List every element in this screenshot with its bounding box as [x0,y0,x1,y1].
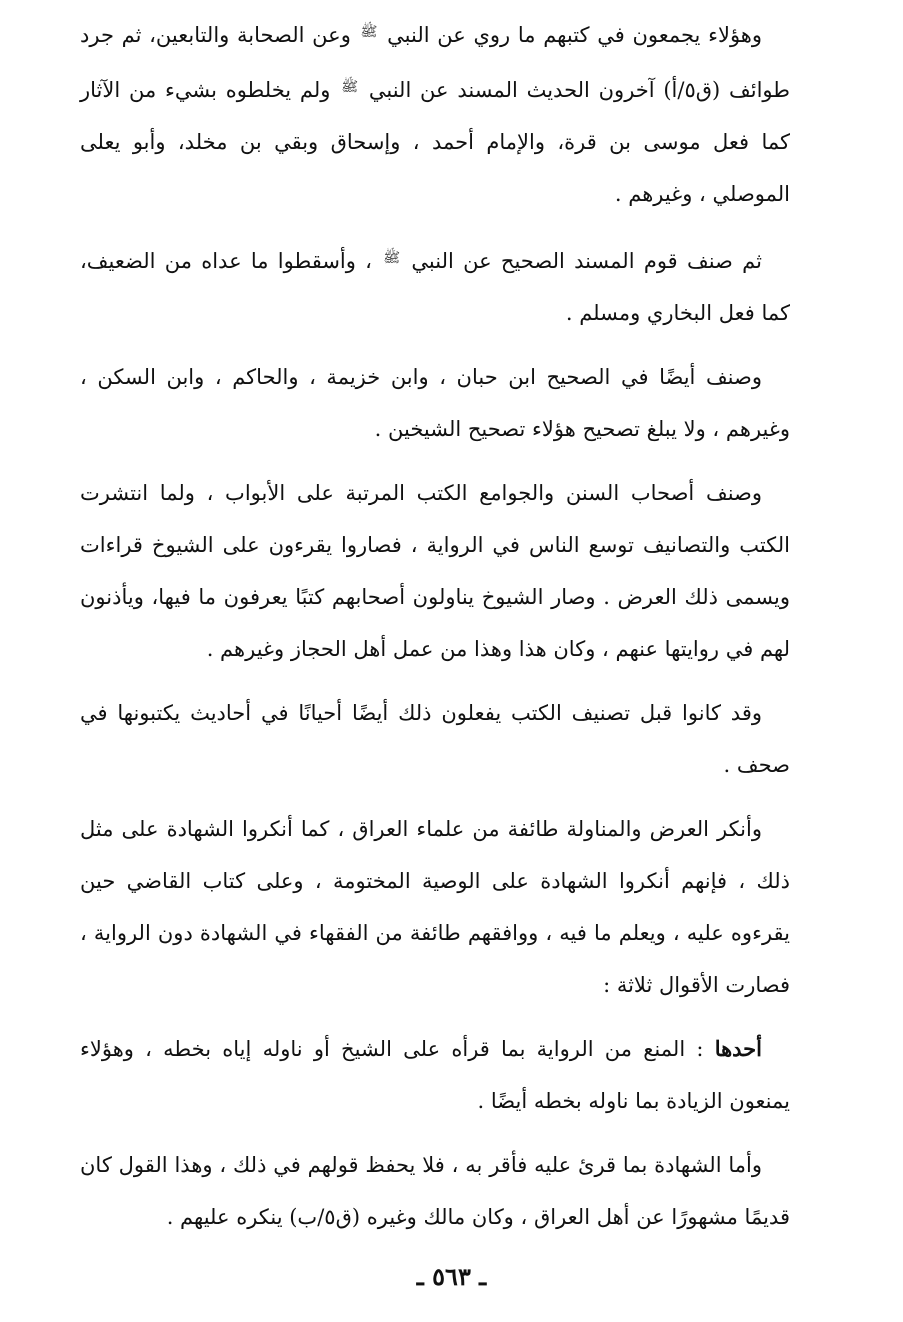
page-body [80,6,790,1255]
page-number: ـ ٥٦٣ ـ [416,1262,487,1291]
paragraph-1-part-3: ولم يخلطوه بشيء من الآثار كما فعل موسى بن قرة، والإمام أحمد ، وإسحاق وبقي بن مخلد، وأبو يعلى الموصلي ، وغيرهم . [80,78,790,206]
paragraph-1 [80,6,790,220]
paragraph-7-lead: أحدها [714,1036,762,1061]
paragraph-2 [80,232,790,339]
pbuh-symbol: ﷺ [341,79,359,95]
pbuh-symbol: ﷺ [360,24,378,40]
paragraph-1-part-1: وهؤلاء يجمعون في كتبهم ما روي عن النبي [379,23,763,47]
pbuh-symbol: ﷺ [383,250,401,266]
paragraph-1-part-2: وعن الصحابة والتابعين، ثم جرد طوائف (ق٥/أ) آخرون الحديث المسند عن النبي [80,23,790,102]
paragraph-7 [80,1023,790,1127]
paragraph-3: وصنف أيضًا في الصحيح ابن حبان ، وابن خزيمة ، والحاكم ، وابن السكن ، وغيرهم ، ولا يبلغ تصحيح هؤلاء تصحيح الشيخين . [80,365,790,441]
paragraph-2-part-2: ، وأسقطوا ما عداه من الضعيف، كما فعل البخاري ومسلم . [80,249,790,325]
paragraph-7-text: : المنع من الرواية بما قرأه على الشيخ أو ناوله إياه بخطه ، وهؤلاء يمنعون الزيادة بما ناوله بخطه أيضًا . [80,1037,790,1113]
paragraph-2-part-1: ثم صنف قوم المسند الصحيح عن النبي [402,249,762,273]
paragraph-5: وقد كانوا قبل تصنيف الكتب يفعلون ذلك أيضًا أحيانًا في أحاديث يكتبونها في صحف . [80,701,790,777]
paragraph-8: وأما الشهادة بما قرئ عليه فأقر به ، فلا يحفظ قولهم في ذلك ، وهذا القول كان قديمًا مشهورًا عن أهل العراق ، وكان مالك وغيره (ق٥/ب) ينكره عليهم . [80,1153,790,1229]
paragraph-4: وصنف أصحاب السنن والجوامع الكتب المرتبة على الأبواب ، ولما انتشرت الكتب والتصانيف توسع الناس في الرواية ، فصاروا يقرءون على الشيوخ قراءات ويسمى ذلك العرض . وصار الشيوخ يناولون أصحابهم كتبًا يعرفون ما فيها، ويأذنون لهم في روايتها عنهم ، وكان هذا وهذا من عمل أهل الحجاز وغيرهم . [80,481,790,661]
paragraph-6: وأنكر العرض والمناولة طائفة من علماء العراق ، كما أنكروا الشهادة على مثل ذلك ، فإنهم أنكروا الشهادة على الوصية المختومة ، وعلى كتاب القاضي حين يقرءوه عليه ، ويعلم ما فيه ، ووافقهم طائفة من الفقهاء في الشهادة دون الرواية ، فصارت الأقوال ثلاثة : [80,817,790,997]
